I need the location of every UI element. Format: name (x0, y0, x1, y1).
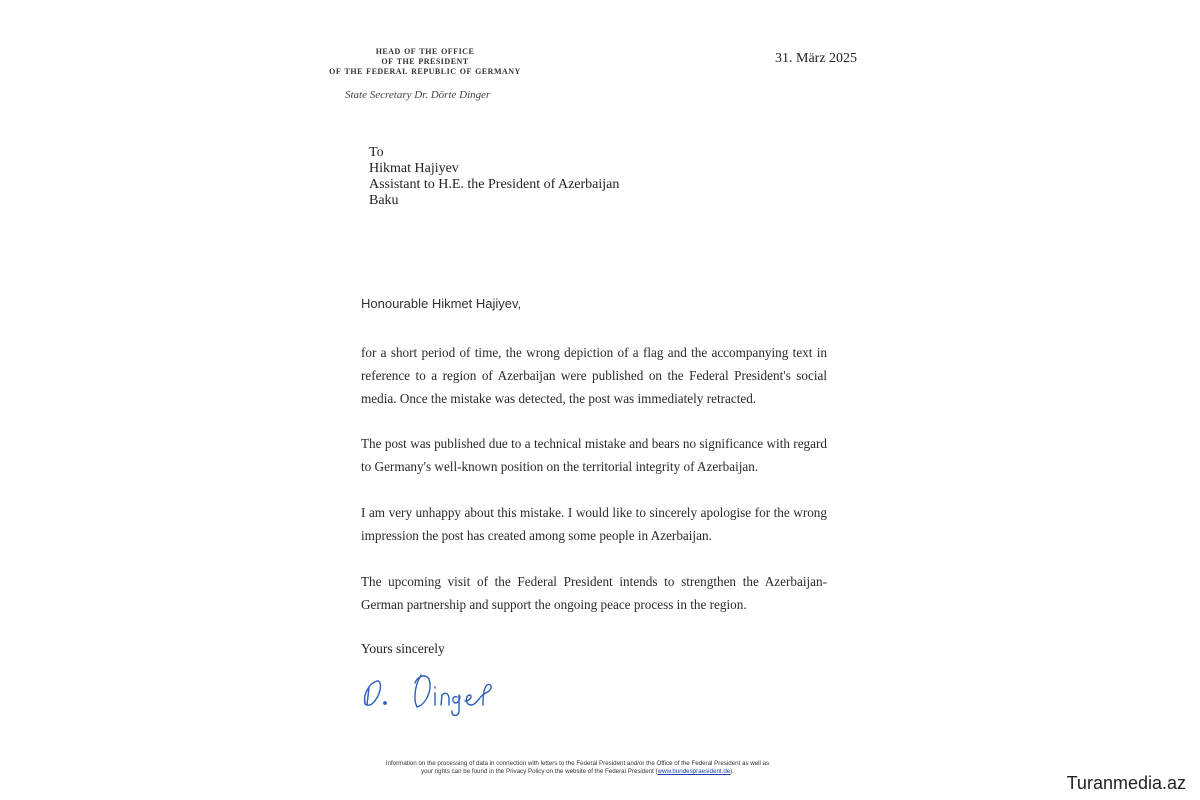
footer-text-2: your rights can be found in the Privacy Policy on the website of the Federal President ( (420, 768, 658, 775)
salutation: Honourable Hikmet Hajiyev, (361, 296, 522, 311)
footer-text-1: Information on the processing of data in connection with letters to the Federal President and/or the Office of the Federal President as well as (385, 760, 770, 767)
letter-date: 31. März 2025 (775, 51, 858, 66)
recipient-address (369, 145, 619, 209)
closing: Yours sincerely (361, 641, 445, 656)
recipient-title: Assistant to H.E. the President of Azerbaijan (369, 177, 620, 192)
letterhead (300, 46, 550, 76)
body-paragraph-2: The post was published due to a technical mistake and bears no significance with regard to Germany's well-known position on the territorial integrity of Azerbaijan. (361, 436, 827, 474)
footer-text-end: ). (730, 768, 734, 775)
privacy-footer (325, 760, 830, 776)
letterhead-line-2: of the president (381, 55, 469, 67)
recipient-name: Hikmat Hajiyev (369, 161, 459, 176)
body-paragraph-3: I am very unhappy about this mistake. I would like to sincerely apologise for the wrong impression the post has created among some people in Azerbaijan. (361, 505, 827, 543)
body-paragraph-4: The upcoming visit of the Federal President intends to strengthen the Azerbaijan-German partnership and support the ongoing peace process in the region. (361, 574, 827, 612)
letterhead-line-1: head of the office (375, 45, 475, 57)
website-link[interactable]: www.bundespraesident.de (657, 768, 731, 775)
address-to: To (369, 145, 384, 160)
recipient-city: Baku (369, 193, 399, 208)
handwritten-signature (355, 665, 505, 720)
letterhead-line-3: of the federal republic of germany (329, 65, 521, 77)
body-paragraph-1: for a short period of time, the wrong depiction of a flag and the accompanying text in reference to a region of Azerbaijan were published on the Federal President's social media. Once the mistake was detected, the post was immediately retracted. (361, 345, 827, 406)
sender-title: State Secretary Dr. Dörte Dinger (345, 89, 491, 101)
watermark: Turanmedia.az (1066, 773, 1186, 793)
